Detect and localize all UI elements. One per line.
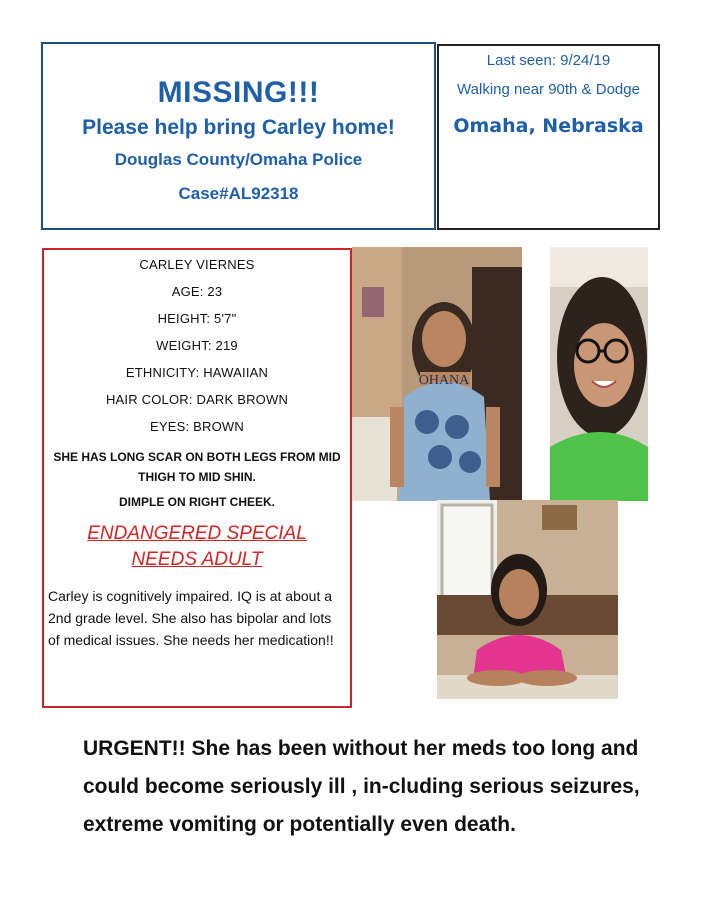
last-seen-location: Walking near 90th & Dodge bbox=[457, 81, 640, 98]
photo-seated bbox=[437, 500, 618, 699]
photo-standing bbox=[352, 247, 522, 501]
missing-title: MISSING!!! bbox=[157, 76, 320, 109]
urgent-message: URGENT!! She has been without her meds too long and could become seriously ill , in-cluding serious seizures, extreme vomiting or potentially even death. bbox=[83, 737, 640, 836]
last-seen-city: Omaha, Nebraska bbox=[453, 115, 644, 137]
missing-header-box bbox=[41, 42, 436, 230]
plea-subtitle: Please help bring Carley home! bbox=[82, 116, 395, 139]
person-height: HEIGHT: 5'7" bbox=[157, 311, 237, 326]
last-seen-date: Last seen: 9/24/19 bbox=[486, 52, 611, 69]
endangered-warning-line1: ENDANGERED SPECIAL bbox=[87, 523, 307, 544]
shirt-ohana-text: OHANA bbox=[418, 373, 470, 388]
last-seen-box bbox=[437, 44, 660, 230]
agency-label: Douglas County/Omaha Police bbox=[114, 150, 363, 169]
person-age: AGE: 23 bbox=[171, 284, 223, 299]
person-name: CARLEY VIERNES bbox=[139, 257, 255, 272]
medical-paragraph: Carley is cognitively impaired. IQ is at about a 2nd grade level. She also has bipolar and lots of medical issues. She needs her medication!! bbox=[48, 588, 334, 648]
endangered-warning-line2: NEEDS ADULT bbox=[131, 549, 263, 570]
photo-glasses bbox=[550, 247, 648, 501]
person-ethnicity: ETHNICITY: HAWAIIAN bbox=[125, 365, 269, 380]
endangered-warning bbox=[44, 521, 350, 573]
person-weight: WEIGHT: 219 bbox=[156, 338, 238, 353]
dimple-description: DIMPLE ON RIGHT CHEEK. bbox=[118, 495, 275, 509]
person-eyes: EYES: BROWN bbox=[150, 419, 244, 434]
scar-description: SHE HAS LONG SCAR ON BOTH LEGS FROM MID THIGH TO MID SHIN. bbox=[53, 450, 341, 484]
case-number: Case#AL92318 bbox=[178, 184, 299, 203]
details-box bbox=[42, 248, 352, 708]
person-hair: HAIR COLOR: DARK BROWN bbox=[105, 392, 289, 407]
